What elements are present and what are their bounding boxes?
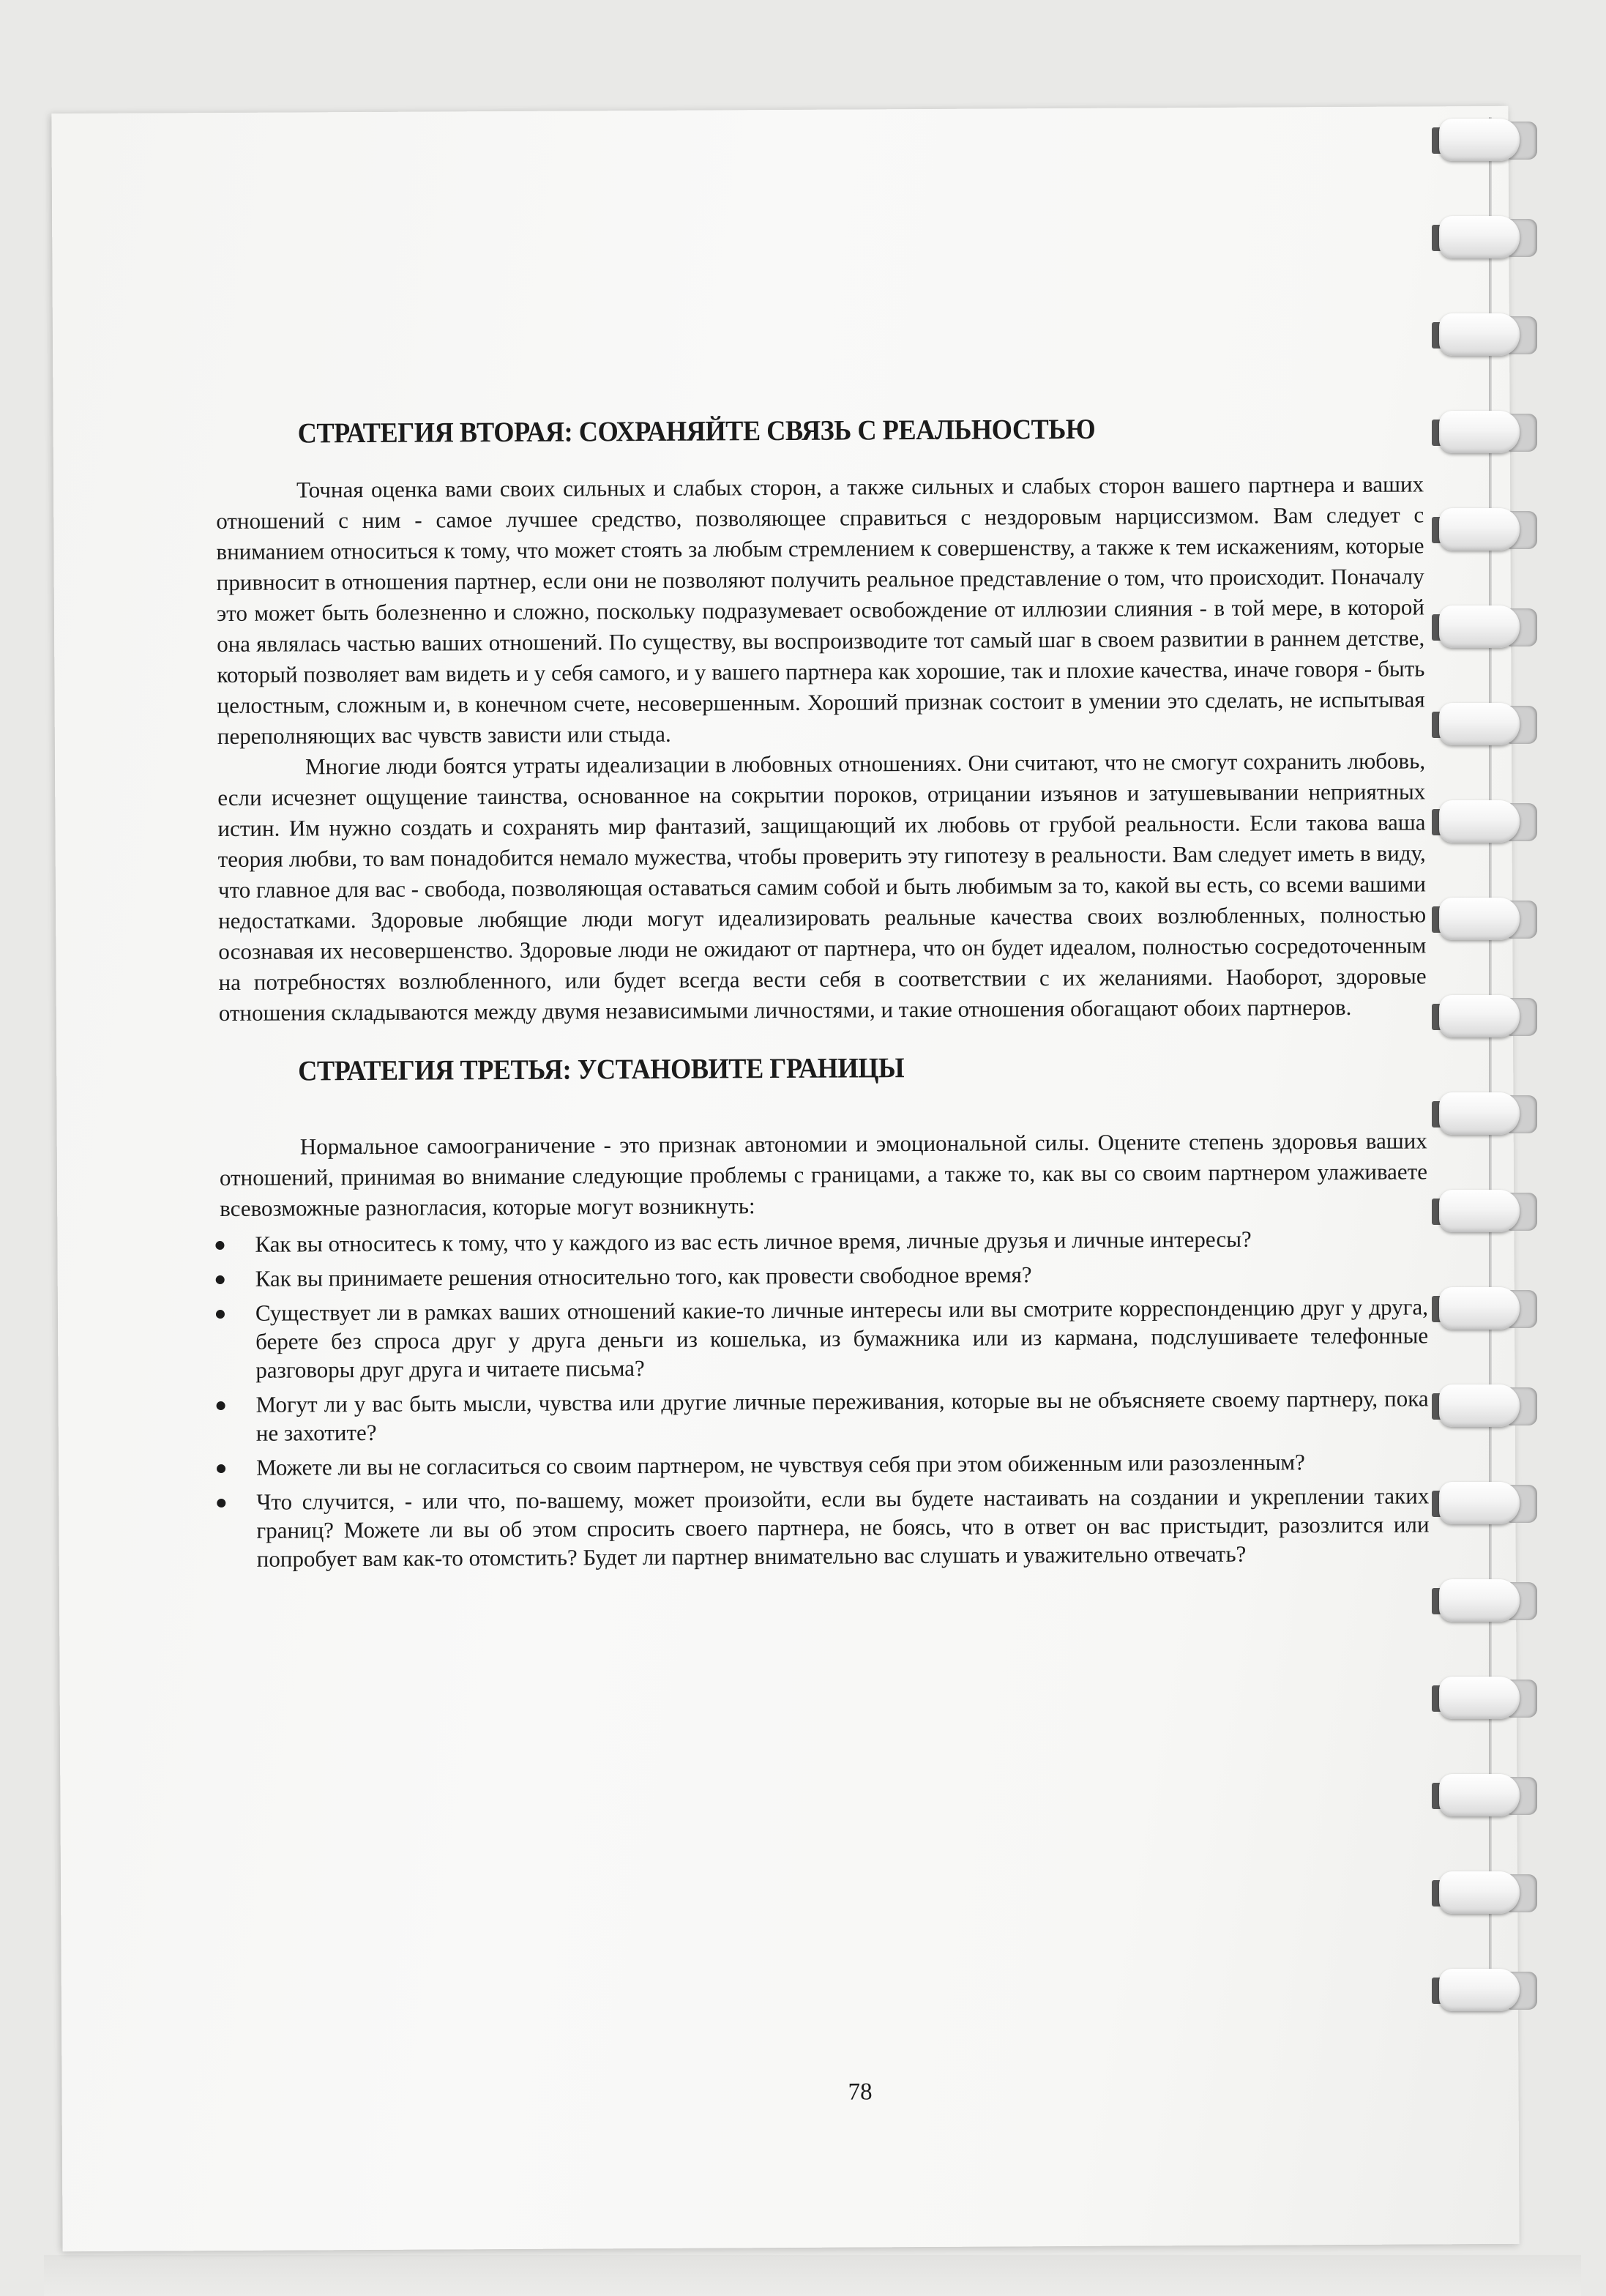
bullet-text: Как вы относитесь к тому, что у каждого из вас есть личное время, личные друзья и личные интересы? xyxy=(255,1226,1252,1257)
section-heading-strategy-three: СТРАТЕГИЯ ТРЕТЬЯ: УСТАНОВИТЕ ГРАНИЦЫ xyxy=(298,1051,905,1087)
paragraph: Нормальное самоограничение - это признак автономии и эмоциональной силы. Оцените степень здоровья ваших отношений, принимая во внимание следующие проблемы с границами, а также то, как вы со своим партнером улаживаете всевозможные разногласия, которые могут возникнуть: xyxy=(219,1128,1428,1221)
coil-back xyxy=(1508,122,1537,160)
bullet-item xyxy=(214,1447,1429,1482)
paragraph: Точная оценка вами своих сильных и слабых сторон, а также сильных и слабых сторон вашего партнера и ваших отношений с ним - самое лучшее средство, позволяющее справиться с нездоровым нарциссизмом. Вам следует с вниманием относиться к тому, что может стоять за любым стремлением к совершенству, а также к тем искажениям, которые привносит в отношения партнер, если они не позволяют получить реальное представление о том, что происходит. Поначалу это может быть болезненно и сложно, поскольку подразумевает освобождение от иллюзии слияния - в той мере, в которой она являлась частью ваших отношений. По существу, вы воспроизводите тот самый шаг в своем развитии в раннем детстве, который позволяет вам видеть и у себя самого, и у вашего партнера как хорошие, так и плохие качества, иначе говоря - быть целостным, сложным и, в конечном счете, несовершенным. Хороший признак состоит в умении это сделать, не испытывая переполняющих вас чувств зависти или стыда. xyxy=(216,471,1425,749)
table-surface xyxy=(44,2255,1581,2296)
bullet-icon xyxy=(215,1241,224,1250)
coil-back xyxy=(1508,316,1537,354)
bullet-item xyxy=(213,1292,1429,1384)
page-number: 78 xyxy=(848,2079,873,2106)
bullet-item xyxy=(213,1258,1428,1293)
coil-back xyxy=(1508,706,1537,744)
page-content xyxy=(215,304,1430,1573)
bullet-item xyxy=(212,1223,1427,1259)
bullet-text: Можете ли вы не согласиться со своим партнером, не чувствуя себя при этом обиженным или разозленным? xyxy=(255,1448,1305,1480)
bullet-item xyxy=(214,1481,1430,1573)
coil-back xyxy=(1508,803,1537,841)
coil-back xyxy=(1508,414,1537,452)
bullet-icon xyxy=(217,1499,225,1507)
paragraph: Многие люди боятся утраты идеализации в любовных отношениях. Они считают, что не смогут сохранить любовь, если исчезнет ощущение таинства, основанное на сокрытии пороков, отрицании изъянов и затушевывании неприятных истин. Им нужно создать и сохранять мир фантазий, защищающий их любовь от грубой реальности. Если такова ваша теория любви, то вам понадобится немало мужества, чтобы проверить эту гипотезу в реальности. Вам следует иметь в виду, что главное для вас - свобода, позволяющая оставаться самим собой и быть любимым за то, какой вы есть, со всеми вашими недостатками. Здоровые любящие люди могут идеализировать реальные качества своих возлюбленных, полностью осознавая их несовершенство. Здоровые люди не ожидают от партнера, что он будет идеалом, полностью сосредоточенным на потребностях возлюбленного, или будет всегда вести себя в соответствии с их желаниями. Наоборот, здоровые отношения складываются между двумя независимыми личностями, и такие отношения обогащают обоих партнеров. xyxy=(217,748,1427,1026)
bullet-text: Существует ли в рамках ваших отношений какие-то личные интересы или вы смотрите корреспонденцию друг у друга, берете без спроса друг у друга деньги из кошелька, из бумажника или из кармана, подслушиваете телефонные разговоры друг друга и читаете письма? xyxy=(255,1293,1429,1383)
coil-back xyxy=(1508,219,1537,257)
bullet-text: Могут ли у вас быть мысли, чувства или другие личные переживания, которые вы не объясняете своему партнеру, пока не захотите? xyxy=(255,1384,1429,1446)
coil-back xyxy=(1508,511,1537,549)
bullet-list xyxy=(212,1223,1429,1573)
section-heading-strategy-two: СТРАТЕГИЯ ВТОРАЯ: СОХРАНЯЙТЕ СВЯЗЬ С РЕАЛЬНОСТЬЮ xyxy=(297,413,1096,450)
bullet-icon xyxy=(217,1401,225,1410)
bullet-text: Что случится, - или что, по-вашему, может произойти, если вы будете настаивать на создании и укреплении таких границ? Можете ли вы об этом спросить своего партнера, не боясь, что в ответ он вас пристыдит, разозлится или попробует вам как-то отомстить? Будет ли партнер внимательно вас слушать и уважительно отвечать? xyxy=(256,1482,1430,1572)
bullet-icon xyxy=(216,1310,225,1319)
coil-back xyxy=(1508,608,1537,646)
book-page xyxy=(51,106,1519,2251)
bullet-icon xyxy=(216,1275,225,1284)
bullet-item xyxy=(214,1384,1429,1447)
bullet-text: Как вы принимаете решения относительно того, как провести свободное время? xyxy=(255,1261,1032,1292)
bullet-icon xyxy=(217,1464,225,1473)
